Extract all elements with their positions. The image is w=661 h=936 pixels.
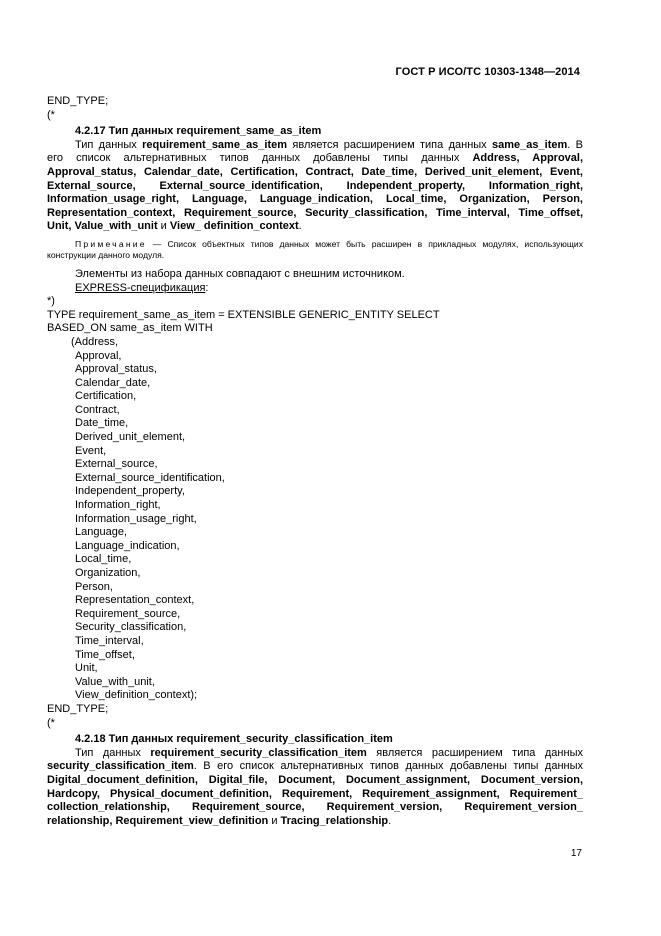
code-select-item: Local_time, — [75, 553, 132, 566]
code-select-item: Language_indication, — [75, 539, 180, 552]
para-text: является расширением типа данных — [366, 746, 583, 759]
para-text: . В его список альтернативных типов данных добавлены типы данных — [193, 760, 583, 773]
code-select-item: Representation_context, — [75, 594, 195, 607]
code-select-item: Time_interval, — [75, 634, 144, 647]
comment-close-line: *) — [47, 295, 55, 308]
last-type: View_ definition_context — [169, 220, 299, 233]
period: . — [298, 220, 302, 233]
and-word: и — [157, 220, 170, 233]
code-select-item: Contract, — [75, 403, 120, 416]
type-name: requirement_security_classification_item — [150, 746, 367, 759]
code-select-item: Value_with_unit, — [75, 675, 155, 688]
types-list: Address, Approval, Approval_status, Calendar_date, Certification, Contract, Date_time, Derived_unit_element, Event, External_source, External_source_identification, Independent_property, Information_right, Information_usage_right, Language, Language_indication, Local_time, Organization, Person, Representation_context, Requirement_source, Security_classification, Time_interval, Time_offset, Unit, Value_with_unit — [47, 152, 584, 233]
express-label-line — [47, 282, 583, 296]
code-select-item: Certification, — [75, 390, 137, 403]
code-select-item: Event, — [75, 444, 107, 457]
last-type: Tracing_relationship — [280, 814, 389, 827]
code-select-item: Approval_status, — [75, 363, 157, 376]
period: . — [388, 814, 392, 827]
section-4-2-18-paragraph — [47, 747, 583, 829]
code-select-item: Requirement_source, — [75, 607, 181, 620]
colon: : — [205, 281, 209, 294]
code-type-declaration: TYPE requirement_same_as_item = EXTENSIBLE GENERIC_ENTITY SELECT — [47, 308, 440, 321]
code-select-item: External_source, — [75, 458, 158, 471]
code-select-item: Independent_property, — [75, 485, 185, 498]
end-type-line: END_TYPE; — [47, 95, 109, 107]
base-type-name: same_as_item — [492, 138, 568, 151]
code-select-item: Unit, — [75, 662, 98, 675]
code-select-item: Person, — [75, 580, 113, 593]
section-heading-4-2-17: 4.2.17 Тип данных requirement_same_as_item — [75, 125, 322, 138]
code-end-type: END_TYPE; — [47, 702, 109, 715]
and-word: и — [268, 814, 281, 827]
note-text: — Список объектных типов данных может быть расширен в прикладных модулях, использующих конструкции данного модуля. — [47, 238, 583, 261]
code-select-item: Derived_unit_element, — [75, 431, 186, 444]
standard-header: ГОСТ Р ИСО/ТС 10303-1348—2014 — [395, 66, 580, 78]
code-based-on: BASED_ON same_as_item WITH — [47, 322, 213, 335]
code-select-item: Information_usage_right, — [75, 512, 197, 525]
types-list: Digital_document_definition, Digital_file, Document, Document_assignment, Document_version, Hardcopy, Physical_document_definition, Requirement, Requirement_assignment, Requirement_ collection_relationship, Requirement_source, Requirement_version, Requirement_version_ relationship, Requirement_view_definition — [47, 773, 583, 827]
para-text: Тип данных — [75, 138, 143, 151]
base-type-name: security_classification_item — [47, 760, 194, 773]
note-label: Примечание — [75, 238, 147, 249]
para-text: Тип данных — [75, 746, 151, 759]
elements-paragraph: Элементы из набора данных совпадают с внешним источником. — [75, 267, 405, 280]
section-4-2-17-paragraph — [47, 139, 583, 234]
express-specification-label: EXPRESS-спецификация — [75, 281, 206, 294]
para-text: является расширением типа данных — [287, 138, 493, 151]
code-select-item: Language, — [75, 526, 127, 539]
code-select-item: Approval, — [75, 349, 122, 362]
code-select-open-item: (Address, — [71, 335, 119, 348]
code-select-item: Date_time, — [75, 417, 129, 430]
code-select-item: Information_right, — [75, 499, 161, 512]
page-number: 17 — [570, 848, 582, 859]
comment-open-line: (* — [47, 108, 55, 121]
code-select-item: Organization, — [75, 567, 141, 579]
type-name: requirement_same_as_item — [142, 138, 288, 151]
para-text: . В его список альтернативных типов данных добавлены типы данных — [47, 138, 584, 165]
code-select-items — [47, 350, 583, 703]
code-select-item: View_definition_context); — [75, 689, 198, 702]
note — [47, 239, 583, 262]
code-select-item: External_source_identification, — [75, 471, 225, 484]
code-select-item: Security_classification, — [75, 621, 187, 634]
section-heading-4-2-18: 4.2.18 Тип данных requirement_security_classification_item — [75, 733, 393, 746]
code-select-item: Calendar_date, — [75, 376, 151, 389]
code-comment-open: (* — [47, 716, 55, 729]
code-select-item: Time_offset, — [75, 648, 135, 661]
page-content — [47, 95, 583, 828]
